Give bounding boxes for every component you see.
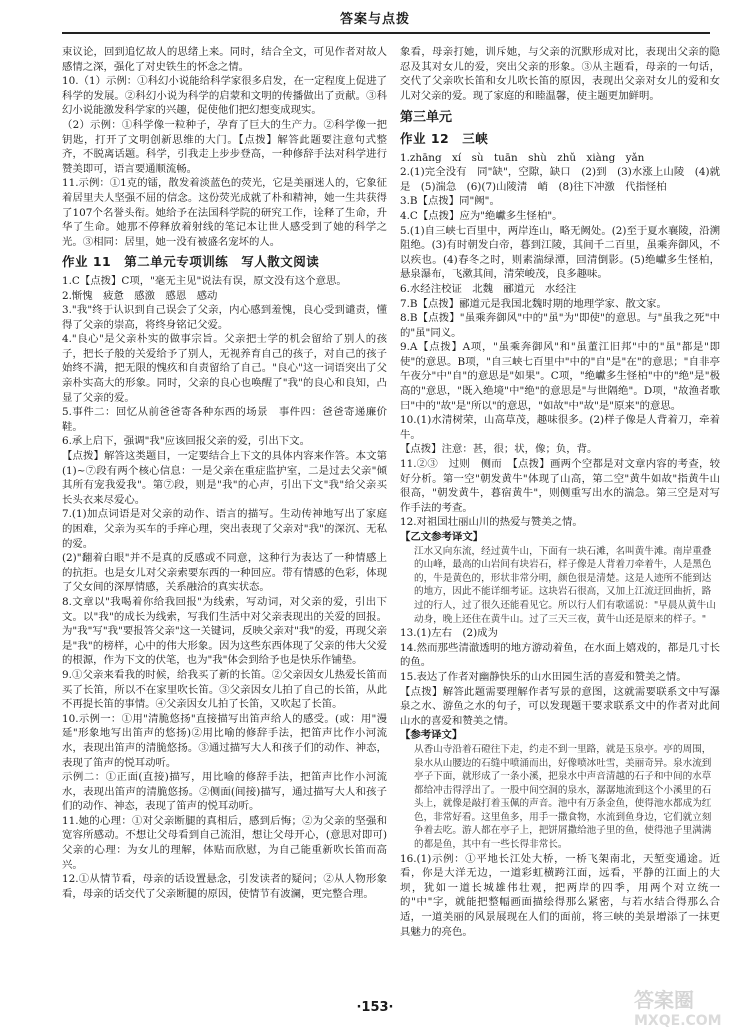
- r-answer-10-note: 【点拨】注意：甚，很；状，像；负，背。: [400, 443, 598, 456]
- answer-10-1: 10.（1）示例：①科幻小说能给科学家很多启发，在一定程度上促进了科学的发展。②科幻小说为科学的启蒙和文明的传播做出了贡献。③科幻小说能激发科学家的兴趣，促使他们把幻想变成现实。: [62, 75, 387, 117]
- translation-title-1: 【乙文参考译文】: [400, 531, 484, 543]
- r-answer-1: 1.zhāng xí sù tuān shù zhǔ xiàng yǎn: [400, 151, 645, 164]
- answer-8: 8.文章以"我喝着你给我回报"为线索，写动词，对父亲的爱，引出下文。以"我"的成长为线索，写我们生活中对父亲表现出的关爱的回报。为"我"写"我"要报答父亲"这一关键词，反映父亲对"我"的爱，再现父亲是"我"的榜样，心中的伟大形象。因为这些东西体现了父亲的伟大父爱的根源，作为下文的伏笔，也为"我"体会到给予也是快乐作铺垫。: [62, 595, 387, 667]
- watermark-sub: MXQE.COM: [634, 1013, 722, 1029]
- r-answer-11: 11.②③ 过则 侧而 【点拨】画两个空都是对文章内容的考查，较好分析。第一空"朝发黄牛"体现了山高，第二空"黄牛如故"指黄牛山很高，"朝发黄牛，暮宿黄牛"，则侧重写出水的湍急。第三空是对写作手法的考查。: [400, 458, 720, 514]
- watermark-logo: [630, 985, 740, 1030]
- answer-12: 12.①从情节看，母亲的话设置悬念，引发读者的疑问；②从人物形象看，母亲的话交代了父亲断腿的原因，使情节有波澜，更完整合理。: [62, 873, 387, 900]
- r-answer-16: 16.(1)示例：①平地长江处大桥，一桥飞架南北，天堑变通途。近看，你是大洋无边，一道彩虹横跨江面，远看，平静的江面上的大坝，犹如一道长城雄伟壮观，把两岸的四季，用两个对立统一的"中"字，就能把整幅画面描绘得那么紧密，与若水结合得那么合适，一道美丽的风景展现在人们的面前，将三峡的美景增添了一抹更具魅力的亮色。: [400, 852, 720, 938]
- answer-7-1: 7.(1)加点词语是对父亲的动作、语言的描写。生动传神地写出了家庭的困难，父亲为买车的手痒心理，突出表现了父亲对"我"的深沉、无私的爱。: [62, 508, 387, 550]
- r-answer-4: 4.C【点拨】应为"绝巘多生怪柏"。: [400, 209, 563, 222]
- r-answer-15-note: 【点拨】解答此题需要理解作者写景的意图，这就需要联系文中写瀑泉之水、游鱼之水的句子，可以发现题干要求联系文中的作者对此间山水的喜爱和赞美之情。: [400, 685, 720, 727]
- answer-6-note: 【点拨】解答这类题目，一定要结合上下文的具体内容来作答。本文第(1)~⑦段有两个核心信息：一是父亲在重症监护室，二是过去父亲"倾其所有宠我爱我"。第⑦段，则是"我"的心声，引出下文"我"给父亲买长头衣来尽爱心。: [62, 450, 387, 506]
- right-column: [400, 45, 720, 939]
- watermark-text: 答案圈: [634, 988, 694, 1012]
- left-column: [62, 45, 387, 901]
- answer-1: 1.C【点拨】C项，"毫无主见"说法有误，原文没有这个意思。: [62, 274, 347, 287]
- r-answer-2: 2.(1)完全没有 同"缺"，空隙，缺口 (2)到 (3)水涨上山陵 (4)就是 (5)湍急 (6)(7)山陵清 峭 (8)往下冲激 代指怪柏: [400, 166, 720, 193]
- answer-4: 4."良心"是父亲朴实的做事宗旨。父亲把士学的机会留给了别人的孩子，把长子般的关爱给予了别人，无视养育自己的孩子，对自己的孩子始终不满，把无限的愧疚和自责留给了自己。"良心"这一词语突出了父亲朴实高大的形象。同时，父亲的良心也唤醒了"我"的良心和良知，凸显了父亲的爱。: [62, 333, 387, 404]
- r-answer-14: 14.然而那些清澈透明的地方游动着鱼，在水面上嬉戏的，都是几寸长的鱼。: [400, 641, 720, 669]
- answer-3: 3."我"终于认识到自己误会了父亲，内心感到羞愧，良心受到谴责，懂得了父亲的崇高，将终身铭记父爱。: [62, 304, 387, 331]
- r-answer-12: 12.对祖国壮丽山川的热爱与赞美之情。: [400, 516, 583, 529]
- r-answer-9: 9.A【点拨】A项，"虽乘奔御风"和"虽董江旧邦"中的"虽"都是"即使"的意思。B项，"自三峡七百里中"中的"自"是"在"的意思；"自非亭午夜分"中"自"的意思是"如果"。C项，"绝巘多生怪柏"中的"绝"是"极高的"意思，"既入绝境"中"绝"的意思是"与世隔绝"。D项，"故渔者歌曰"中的"故"是"所以"的意思，"如故"中"故"是"原来"的意思。: [400, 341, 720, 412]
- page-number: ·153·: [356, 1000, 394, 1015]
- continued-paragraph: 象看，母亲打她，训斥她，与父亲的沉默形成对比，表现出父亲的隐忍及其对女儿的爱，突出父亲的形象。③从主题看，母亲的一句话，交代了父亲吹长笛和女儿吹长笛的原因，表现出父亲对女儿的爱和女儿对父亲的爱。现了家庭的和睦温馨，使主题更加鲜明。: [400, 46, 720, 102]
- section-title-12: 作业 12 三峡: [400, 130, 489, 146]
- section-title-11: 作业 11 第二单元专项训练 写人散文阅读: [62, 254, 320, 270]
- header-title: 答案与点拨: [339, 12, 410, 27]
- answer-10-2: （2）示例：①科学像一粒种子，孕育了巨大的生产力。②科学像一把钥匙，打开了文明创新思维的大门。【点拨】解答此题要注意句式整齐，不脱离话题。科学，引我走上步步登高，一种修辞手法对科学进行赞美即可，语言要通顺流畅。: [62, 118, 387, 175]
- r-answer-10: 10.(1)水清树荣，山高草茂，趣味很多。(2)样子像是人背着刀，牵着牛。: [400, 414, 720, 441]
- intro-paragraph: 束议论，回到追忆故人的思绪上来。同时，结合全文，可见作者对故人感情之深，强化了对史铁生的怀念之情。: [62, 46, 387, 73]
- answer-7-2: (2)"翻着白眼"并不是真的反感或不同意，这种行为表达了一种情感上的抗拒。也是女儿对父亲索要东西的一种回应。带有情感的色彩，体现了父女间的深厚情感，关系融洽的真实状态。: [62, 552, 387, 594]
- r-answer-8: 8.B【点拨】"虽乘奔御风"中的"虽"为"即使"的意思。与"虽我之死"中的"虽"同义。: [400, 312, 720, 339]
- page-header: [0, 0, 750, 40]
- r-answer-6: 6.水经注校证 北魏 郦道元 水经注: [400, 282, 577, 295]
- answer-9: 9.①父亲来看我的时候，给我买了新的长笛。②父亲因女儿热爱长笛而买了长笛，所以不在家里吹长笛。③父亲因女儿拍了自己的长笛，从此不再提长笛的事情。④父亲因女儿拍了长笛，又吹起了长笛。: [62, 668, 387, 711]
- answer-11-psych: 11.她的心理：①对父亲断腿的真相后，感到后悔；②为父亲的坚强和宽容所感动。不想让父母看到自己流泪，想让父母开心，(意思对即可)父亲的心理：为女儿的理解，体贴而欣慰，为自己能重新吹长笛而高兴。: [62, 814, 387, 871]
- r-answer-15: 15.表达了作者对幽静快乐的山水田园生活的喜爱和赞美之情。: [400, 670, 687, 683]
- answer-10-example-1: 10.示例一：①用"清脆悠扬"直接描写出笛声给人的感受。(或：用"漫延"形象地写出笛声的悠扬)②用比喻的修辞手法，把笛声比作小河流水，表现出笛声的清脆悠扬。③通过描写大人和孩子们的动作、神态，表现了笛声的悦耳动听。: [62, 712, 387, 769]
- answer-6: 6.承上启下，强调"我"应该回报父亲的爱，引出下文。: [62, 435, 311, 448]
- unit-title: 第三单元: [400, 110, 453, 126]
- answer-10-example-2: 示例二：①正面(直接)描写，用比喻的修辞手法，把笛声比作小河流水，表现出笛声的清脆悠扬。②侧面(间接)描写，通过描写大人和孩子们的动作、神态，表现了笛声的悦耳动听。: [62, 771, 387, 813]
- answer-5: 5.事件二：回忆从前爸爸寄各种东西的场景 事件四：爸爸寄递廉价鞋。: [62, 406, 387, 433]
- r-answer-13: 13.(1)左右 (2)成为: [400, 627, 498, 640]
- r-answer-3: 3.B【点拨】同"阙"。: [400, 195, 500, 208]
- r-answer-7: 7.B【点拨】郦道元是我国北魏时期的地理学家、散文家。: [400, 297, 667, 310]
- translation-text-1: 江水又向东流，经过黄牛山，下面有一块石滩，名叫黄牛滩。南岸重叠的山峰，最高的山岩间有块岩石，样子像是人背着刀牵着牛，人是黑色的，牛是黄色的，形状非常分明，颜色很是清楚。这是人迹所不能到达的地方，因此不能详细考证。这块岩石很高，又加上江流迂回曲折，路过的行人，过了很久还能看见它。所以行人们有歌谣说："早晨从黄牛山动身，晚上还住在黄牛山。过了三天三夜，黄牛山还是原来的样子。": [414, 545, 716, 625]
- answer-2: 2.惭愧 疲惫 感激 感恩 感动: [62, 289, 218, 302]
- answer-11: 11.示例：①1克的镭，散发着淡蓝色的荧光，它是美丽迷人的，它象征着居里夫人坚强不屈的信念。这份荧光成就了朴和精神，她一生共获得了107个名誉头衔。她给予在法国科学院的研究工作，诠释了生命，升华了生命。她那不停释放着射线的笔记本让世人感受到了她的科学之光。③相同：居里，她一没有被盛名宠坏的人。: [62, 177, 387, 248]
- translation-text-2: 从香山寺沿着石磴往下走，约走不到一里路，就是玉泉亭。亭的周围，泉水从山腰边的石缝中喷涌而出，好像喷冰吐雪，美丽奇异。泉水流到亭子下面，就形成了一条小溪，把泉水中声音清越的石子和中间的水草都给冲击得浮出了。一股中间空洞的泉水，潺潺地流到这个小溪里的石头上，就像是敲打着玉佩的声音。池中有万条金鱼，使得池水都成为红色，非常好看。这里鱼多，用手一撒食物，水流到鱼身边，它们就立刻争着去吃。游人都在亭子上，把饼屑撒给池子里的鱼，使得池子里满满的都是鱼，其中有一些长得非常长。: [414, 743, 712, 851]
- translation-title-2: 【参考译文】: [400, 729, 463, 742]
- r-answer-5: 5.(1)自三峡七百里中，两岸连山，略无阙处。(2)至于夏水襄陵，沿溯阻绝。(3)有时朝发白帝，暮到江陵，其间千二百里，虽乘奔御风，不以疾也。(4)春冬之时，则素湍绿潭，回清倒影。(5)绝巘多生怪柏，悬泉瀑布，飞漱其间，清荣峻茂，良多趣味。: [400, 224, 720, 281]
- header-rule: [62, 32, 710, 34]
